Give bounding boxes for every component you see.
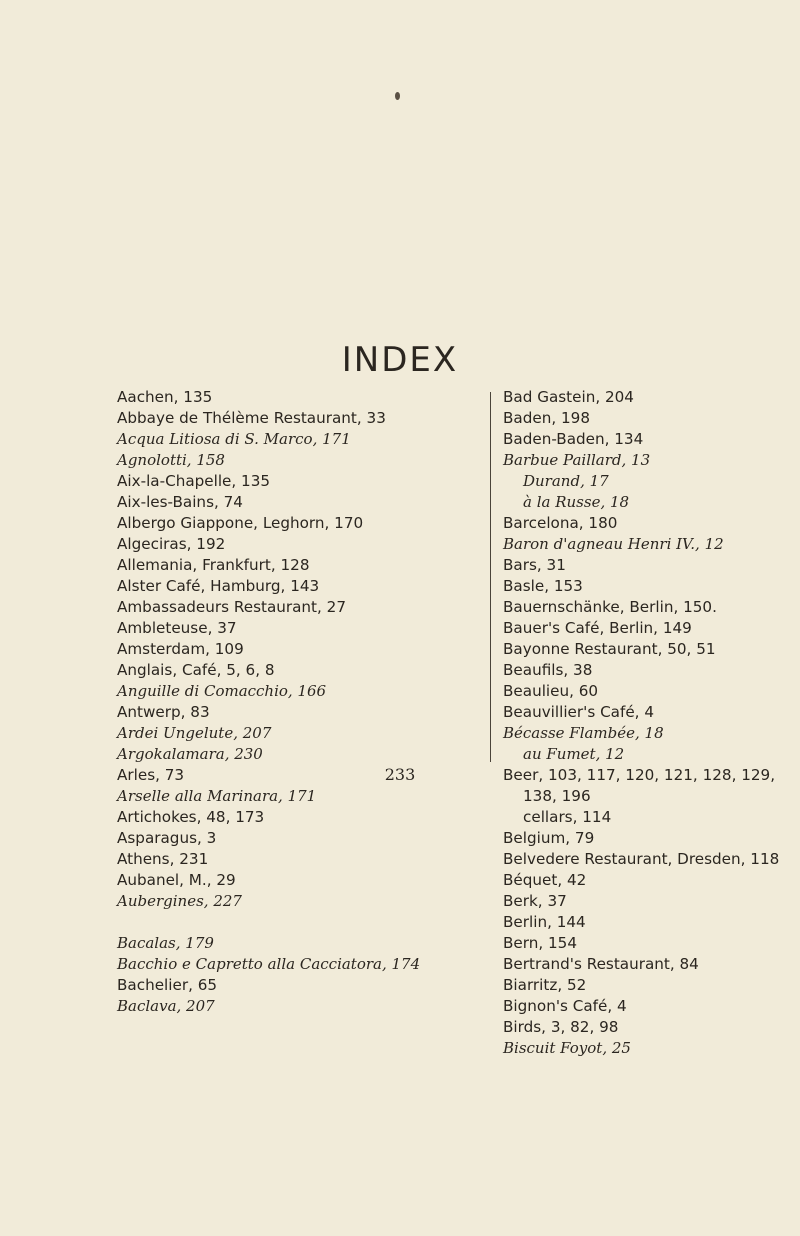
index-entry: Béquet, 42 xyxy=(503,871,587,889)
index-column-right xyxy=(503,387,789,1059)
index-entry: Birds, 3, 82, 98 xyxy=(503,1018,619,1036)
index-entry: Baden, 198 xyxy=(503,409,590,427)
index-entry: Albergo Giappone, Leghorn, 170 xyxy=(117,514,364,532)
index-entry: Athens, 231 xyxy=(117,850,209,868)
index-entry: Bauernschänke, Berlin, 150. xyxy=(503,598,717,616)
index-entry: Alster Café, Hamburg, 143 xyxy=(117,577,320,595)
index-entry: Ambassadeurs Restaurant, 27 xyxy=(117,598,346,616)
index-column-left xyxy=(117,387,487,1017)
index-entry: à la Russe, 18 xyxy=(523,493,630,511)
index-entry: Belvedere Restaurant, Dresden, 118 xyxy=(503,850,780,868)
index-entry: Arles, 73 xyxy=(117,766,185,784)
index-entry: Allemania, Frankfurt, 128 xyxy=(117,556,310,574)
index-entry: Biarritz, 52 xyxy=(503,976,587,994)
index-entry: Berk, 37 xyxy=(503,892,567,910)
index-entry: Bachelier, 65 xyxy=(117,976,218,994)
index-entry: Barcelona, 180 xyxy=(503,514,618,532)
index-entry: Anglais, Café, 5, 6, 8 xyxy=(117,661,275,679)
index-entry: Aix-la-Chapelle, 135 xyxy=(117,472,271,490)
index-entry: cellars, 114 xyxy=(523,808,612,826)
index-entry: Aix-les-Bains, 74 xyxy=(117,493,243,511)
index-entry: Bars, 31 xyxy=(503,556,566,574)
index-entry: Antwerp, 83 xyxy=(117,703,210,721)
index-entry: Abbaye de Thélème Restaurant, 33 xyxy=(117,409,386,427)
index-entry: Algeciras, 192 xyxy=(117,535,226,553)
index-entry: Bayonne Restaurant, 50, 51 xyxy=(503,640,716,658)
index-entry: Aubanel, M., 29 xyxy=(117,871,236,889)
column-divider xyxy=(490,392,491,762)
index-entry: Artichokes, 48, 173 xyxy=(117,808,265,826)
index-entry: Amsterdam, 109 xyxy=(117,640,244,658)
index-entry: Agnolotti, 158 xyxy=(117,451,225,469)
index-entry: Baclava, 207 xyxy=(117,997,215,1015)
index-entry: Beer, 103, 117, 120, 121, 128, 129, 138, 196 xyxy=(503,766,776,805)
page-number: 233 xyxy=(384,765,416,784)
index-entry: Biscuit Foyot, 25 xyxy=(503,1039,631,1057)
index-entry: Asparagus, 3 xyxy=(117,829,217,847)
index-entry: Beaulieu, 60 xyxy=(503,682,599,700)
index-entry: Bécasse Flambée, 18 xyxy=(503,724,664,742)
index-entry: Berlin, 144 xyxy=(503,913,586,931)
index-entry: Bacchio e Capretto alla Cacciatora, 174 xyxy=(117,955,421,973)
index-entry: Ambleteuse, 37 xyxy=(117,619,237,637)
index-entry: Argokalamara, 230 xyxy=(117,745,263,763)
index-entry: Bern, 154 xyxy=(503,934,578,952)
index-entry: Beaufils, 38 xyxy=(503,661,593,679)
index-entry: Aubergines, 227 xyxy=(117,892,242,910)
index-entry: Baron d'agneau Henri IV., 12 xyxy=(503,535,724,553)
index-entry: Beauvillier's Café, 4 xyxy=(503,703,654,721)
index-entry: Bignon's Café, 4 xyxy=(503,997,627,1015)
ink-speck xyxy=(395,92,400,100)
index-entry: Acqua Litiosa di S. Marco, 171 xyxy=(117,430,351,448)
index-entry: au Fumet, 12 xyxy=(523,745,625,763)
index-entry: Bauer's Café, Berlin, 149 xyxy=(503,619,692,637)
index-entry: Bacalas, 179 xyxy=(117,934,214,952)
index-entry: Belgium, 79 xyxy=(503,829,595,847)
index-entry: Anguille di Comacchio, 166 xyxy=(117,682,327,700)
index-entry: Baden-Baden, 134 xyxy=(503,430,644,448)
index-entry: Ardei Ungelute, 207 xyxy=(117,724,272,742)
index-entry: Basle, 153 xyxy=(503,577,583,595)
section-gap xyxy=(117,912,487,933)
index-entry: Bertrand's Restaurant, 84 xyxy=(503,955,699,973)
index-entry: Barbue Paillard, 13 xyxy=(503,451,651,469)
index-entry: Bad Gastein, 204 xyxy=(503,388,634,406)
page-title: INDEX xyxy=(341,340,459,380)
index-entry: Arselle alla Marinara, 171 xyxy=(117,787,317,805)
index-entry: Aachen, 135 xyxy=(117,388,213,406)
index-entry: Durand, 17 xyxy=(523,472,609,490)
